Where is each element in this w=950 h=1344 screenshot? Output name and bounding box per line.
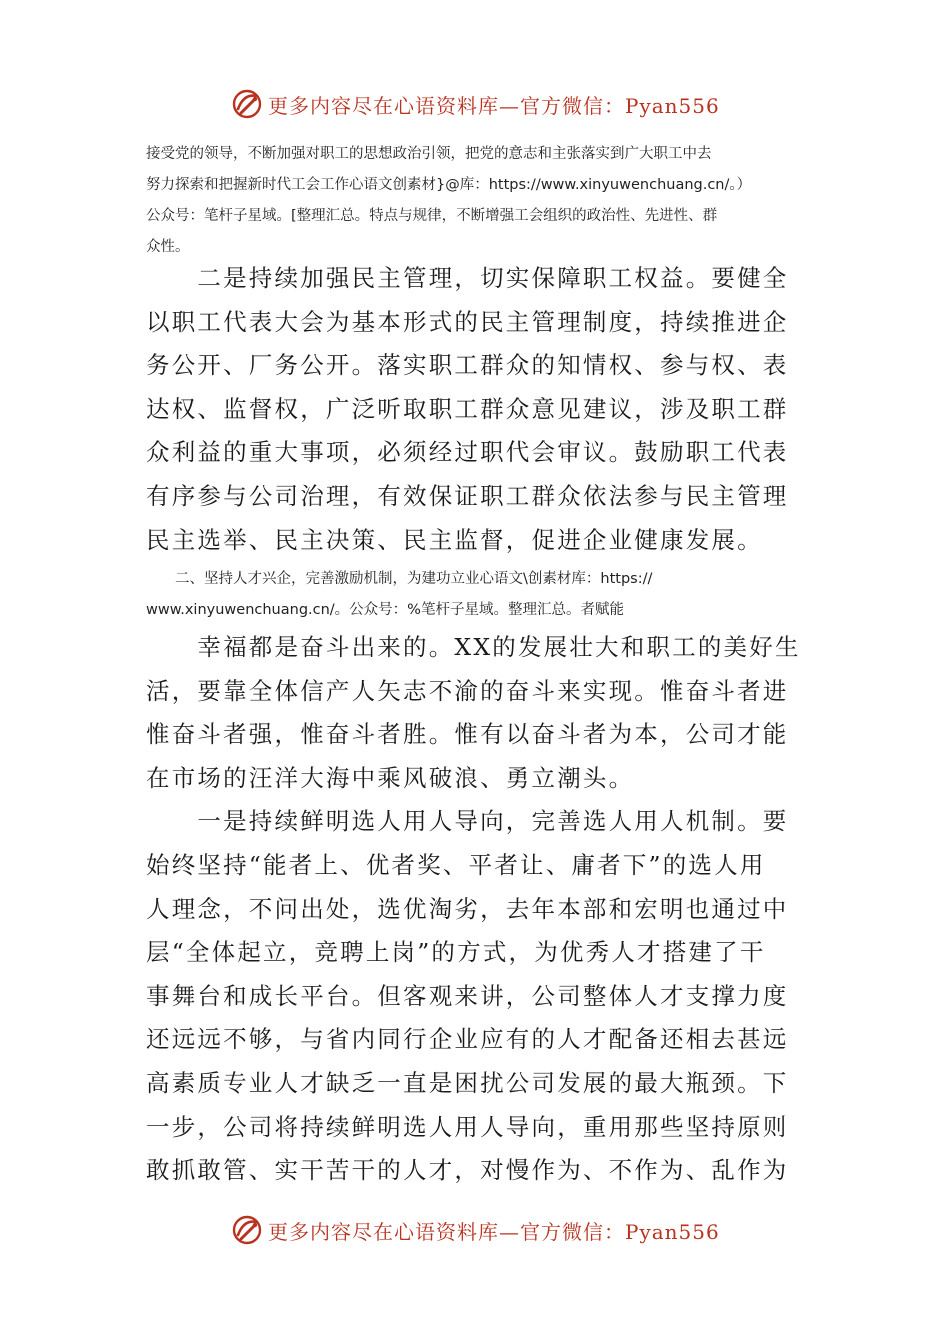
paragraph-democratic-management: [146, 257, 811, 562]
text-line: 二、坚持人才兴企，完善激励机制，为建功立业心语文\创素材库：https://: [146, 571, 653, 587]
text-line: 达权、监督权，广泛听取职工群众意见建议，涉及职工群: [146, 394, 789, 423]
text-line: 公众号：笔杆子星域。[整理汇总。特点与规律，不断增强工会组织的政治性、先进性、群: [146, 208, 718, 224]
text-line: 二是持续加强民主管理，切实保障职工权益。要健全: [146, 264, 789, 292]
header-banner: [230, 84, 730, 124]
text-line: 敢抓敢管、实干苦干的人才，对慢作为、不作为、乱作为: [146, 1156, 789, 1185]
header-banner-text: 更多内容尽在心语资料库—官方微信：Pyan556: [268, 93, 720, 118]
text-line: 层“全体起立，竞聘上岗”的方式，为优秀人才搭建了干: [146, 938, 766, 967]
text-line: 众性。: [146, 239, 190, 255]
section-heading-talent: [146, 564, 806, 626]
text-line: 一是持续鲜明选人用人导向，完善选人用人机制。要: [146, 807, 789, 836]
footer-banner-text: 更多内容尽在心语资料库—官方微信：Pyan556: [268, 1219, 720, 1244]
text-line: 民主选举、民主决策、民主监督，促进企业健康发展。: [146, 525, 763, 554]
text-line: 接受党的领导，不断加强对职工的思想政治引领，把党的意志和主张落实到广大职工中去: [146, 146, 712, 162]
text-line: 以职工代表大会为基本形式的民主管理制度，持续推进企: [146, 307, 789, 336]
paragraph-small-1: [146, 139, 806, 263]
paragraph-talent: [146, 626, 811, 1193]
text-line: 务公开、厂务公开。落实职工群众的知情权、参与权、表: [146, 351, 789, 380]
text-line: 事舞台和成长平台。但客观来讲，公司整体人才支撑力度: [146, 981, 789, 1010]
text-line: 人理念，不问出处，选优淘劣，去年本部和宏明也通过中: [146, 894, 789, 923]
pen-swirl-icon: [230, 1213, 264, 1247]
pen-swirl-icon: [230, 87, 264, 121]
text-line: 高素质专业人才缺乏一直是困扰公司发展的最大瓶颈。下: [146, 1068, 789, 1097]
footer-banner: [230, 1210, 730, 1250]
text-line: 有序参与公司治理，有效保证职工群众依法参与民主管理: [146, 481, 789, 510]
text-line: 惟奋斗者强，惟奋斗者胜。惟有以奋斗者为本，公司才能: [146, 720, 789, 749]
text-line: 幸福都是奋斗出来的。XX的发展壮大和职工的美好生: [146, 633, 801, 661]
text-line: 活，要靠全体信产人矢志不渝的奋斗来实现。惟奋斗者进: [146, 676, 789, 705]
text-line: www.xinyuwenchuang.cn/。公众号：%笔杆子星域。整理汇总。者赋能: [146, 602, 624, 618]
text-line: 始终坚持“能者上、优者奖、平者让、庸者下”的选人用: [146, 850, 766, 879]
text-line: 在市场的汪洋大海中乘风破浪、勇立潮头。: [146, 763, 635, 792]
text-line: 努力探索和把握新时代工会工作心语文创素材}@库：https://www.xinyuwenchuang.cn/。）: [146, 177, 752, 193]
text-line: 众利益的重大事项，必须经过职代会审议。鼓励职工代表: [146, 438, 789, 467]
text-line: 一步，公司将持续鲜明选人用人导向，重用那些坚持原则: [146, 1112, 789, 1141]
text-line: 还远远不够，与省内同行企业应有的人才配备还相去甚远: [146, 1025, 789, 1054]
